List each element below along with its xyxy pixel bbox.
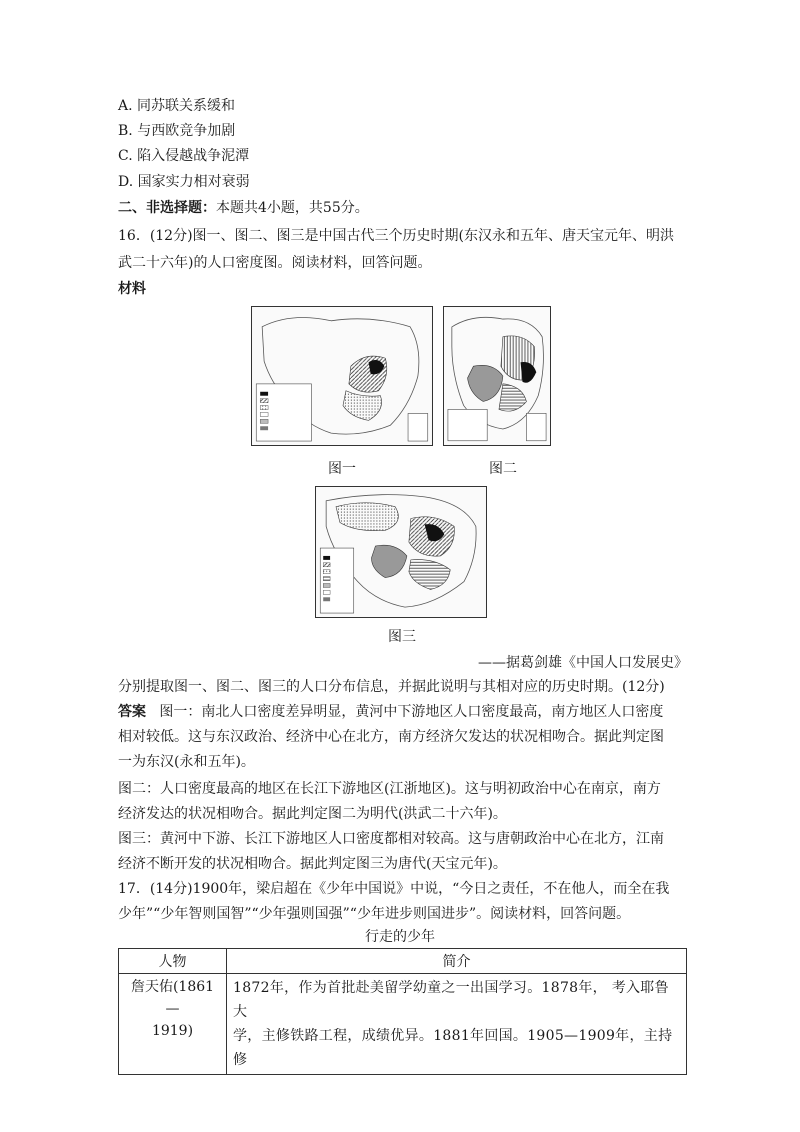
option-text: 陷入侵越战争泥潭 [137,148,250,164]
population-density-map-1 [252,307,432,445]
option-letter: D. [118,174,134,190]
population-density-map-3 [316,487,486,617]
answer-line-6: 图三：黄河中下游、长江下游地区人口密度都相对较高。这与唐朝政治中心在北方，江南 [118,831,664,847]
option-text: 同苏联关系缓和 [137,98,236,114]
q16-question: 分别提取图一、图二、图三的人口分布信息，并据此说明与其相对应的历史时期。(12分) [118,679,665,695]
option-letter: B. [118,123,133,139]
q16-stem-line1: 16．(12分)图一、图二、图三是中国古代三个历史时期(东汉永和五年、唐天宝元年、明洪 [118,228,675,244]
map1-caption: 图一 [328,461,356,477]
section-heading [118,198,369,218]
table-title: 行走的少年 [365,929,435,945]
population-density-map-2 [444,307,550,445]
answer-text: 图一：南北人口密度差异明显，黄河中下游地区人口密度最高，南方地区人口密度 [159,704,664,720]
answer-line-2: 相对较低。这与东汉政治、经济中心在北方，南方经济欠发达的状况相吻合。据此判定图 [118,729,664,745]
map-figure-3 [315,486,487,618]
option-c [118,146,249,166]
option-b [118,121,235,141]
map3-caption: 图三 [388,629,416,645]
profiles-table [118,948,687,1075]
option-a [118,96,235,116]
header-intro: 简介 [227,949,687,974]
answer-label: 答案 [118,704,146,720]
source-citation: ——据葛剑雄《中国人口发展史》 [478,655,688,671]
bio-cell [227,974,687,1075]
section-title: 二、非选择题： [118,200,216,216]
q17-stem-line1: 17．(14分)1900年，梁启超在《少年中国说》中说，“今日之责任，不在他人，而全在我 [118,881,670,897]
answer-line-4: 图二：人口密度最高的地区在长江下游地区(江浙地区)。这与明初政治中心在南京，南方 [118,781,661,797]
option-d [118,172,250,192]
option-text: 与西欧竞争加剧 [137,123,236,139]
material-label: 材料 [118,281,146,297]
person-years: 1919) [151,1023,194,1039]
map-figure-1 [251,306,433,446]
q17-stem-line2: 少年”“少年智则国智”“少年强则国强”“少年进步则国进步”。阅读材料，回答问题。 [118,906,631,922]
option-letter: C. [118,148,133,164]
map2-caption: 图二 [489,461,517,477]
bio-line: 学，主修铁路工程，成绩优异。1881年回国。1905—1909年，主持修 [233,1028,673,1068]
header-person: 人物 [119,949,227,974]
answer-line-3: 一为东汉(永和五年)。 [118,754,255,770]
answer-line-1 [118,702,663,722]
answer-line-5: 经济发达的状况相吻合。据此判定图二为明代(洪武二十六年)。 [118,806,507,822]
section-desc: 本题共4小题，共55分。 [216,200,369,216]
answer-line-7: 经济不断开发的状况相吻合。据此判定图三为唐代(天宝元年)。 [118,856,507,872]
option-letter: A. [118,98,133,114]
table-row [119,974,687,1075]
map-figure-2 [443,306,551,446]
person-name: 詹天佑(1861— [130,979,215,1017]
option-text: 国家实力相对衰弱 [137,174,250,190]
person-cell [119,974,227,1075]
q16-stem-line2: 武二十六年)的人口密度图。阅读材料，回答问题。 [118,255,432,271]
table-header-row [119,949,687,974]
bio-line: 1872年，作为首批赴美留学幼童之一出国学习。1878年， 考入耶鲁大 [233,980,669,1020]
